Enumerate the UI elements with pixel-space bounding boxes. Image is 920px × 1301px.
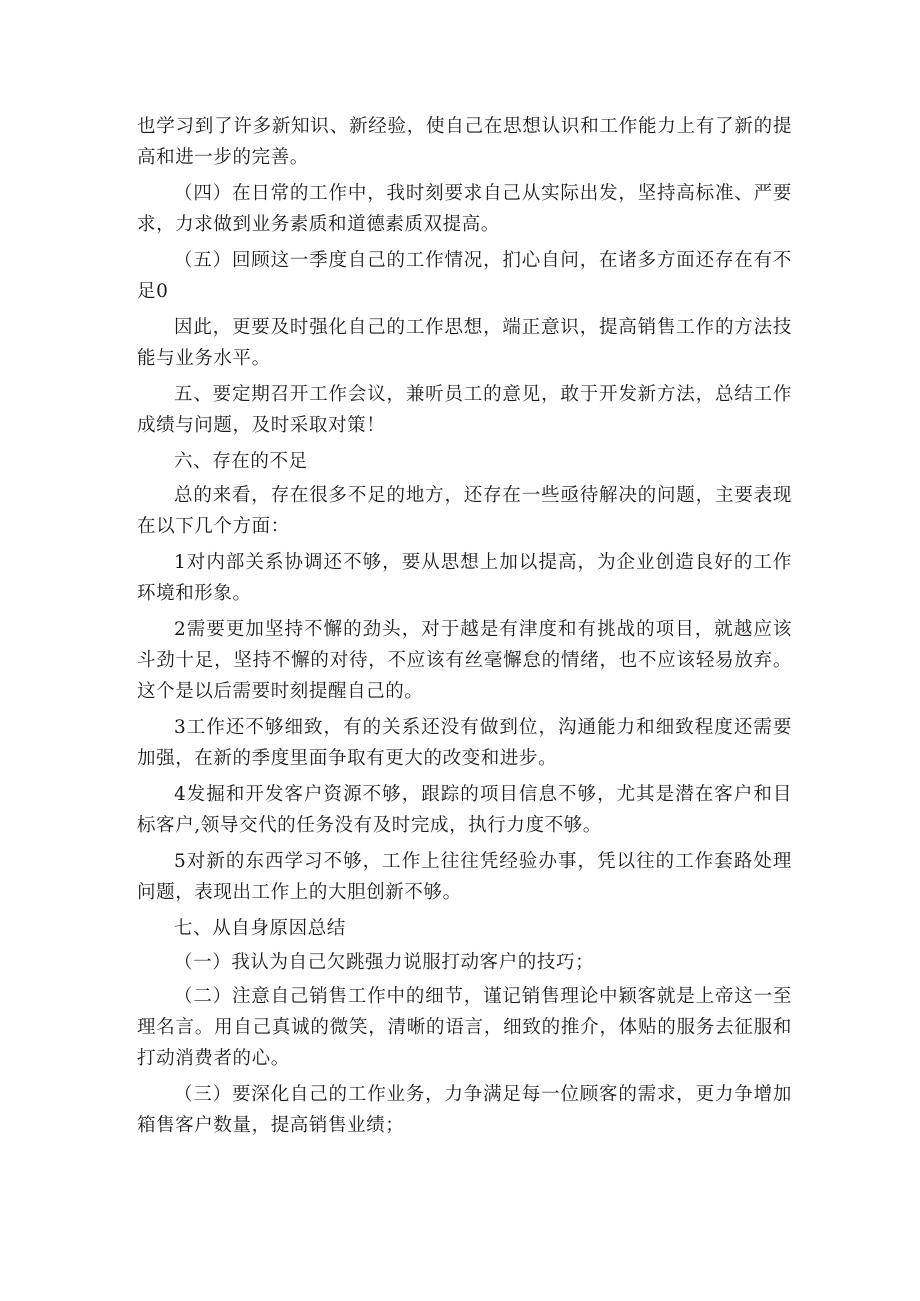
paragraph-continuation: 也学习到了许多新知识、新经验，使自己在思想认识和工作能力上有了新的提高和进一步的完善。 [137,116,792,168]
list-item-2: 2需要更加坚持不懈的劲头，对于越是有津度和有挑战的项目，就越应该斗劲十足，坚持不懈的对待，不应该有丝毫懈怠的情绪，也不应该轻易放弃。这个是以后需要时刻提醒自己的。 [137,619,792,702]
list-item-3: 3工作还不够细致，有的关系还没有做到位，沟通能力和细致程度还需要加强，在新的季度里面争取有更大的改变和进步。 [137,717,792,769]
paragraph-therefore: 因此，更要及时强化自己的工作思想，端正意识，提高销售工作的方法技能与业务水平。 [137,317,792,369]
section-heading-7: 七、从自身原因总结 [174,918,346,939]
paragraph-item-5: （五）回顾这一季度自己的工作情况，扪心自问，在诸多方面还存在有不足0 [137,250,792,302]
paragraph-section-5: 五、要定期召开工作会议，兼听员工的意见，敢于开发新方法，总结工作成绩与问题，及时采取对策！ [137,384,792,436]
paragraph-sub-1: （一）我认为自己欠跳强力说服打动客户的技巧； [174,952,595,973]
paragraph-overview: 总的来看，存在很多不足的地方，还存在一些亟待解决的问题，主要表现在以下几个方面： [137,485,792,537]
list-item-5: 5对新的东西学习不够，工作上往往凭经验办事，凭以往的工作套路处理问题，表现出工作上的大胆创新不够。 [137,851,792,903]
paragraph-sub-2: （二）注意自己销售工作中的细节，谨记销售理论中颖客就是上帝这一至理名言。用自己真诚的微笑，清晰的语言，细致的推介，体贴的服务去征服和打动消费者的心。 [137,986,792,1069]
section-heading-6: 六、存在的不足 [174,451,308,472]
paragraph-sub-3: （三）要深化自己的工作业务，力争满足每一位顾客的需求，更力争增加箱售客户数量，提高销售业绩； [137,1084,792,1136]
paragraph-item-4: （四）在日常的工作中，我时刻要求自己从实际出发，坚持高标准、严要求，力求做到业务素质和道德素质双提高。 [137,183,792,235]
list-item-1: 1对内部关系协调还不够，要从思想上加以提高，为企业创造良好的工作环境和形象。 [137,552,792,604]
document-body [137,111,792,1146]
list-item-4: 4发掘和开发客户资源不够，跟踪的项目信息不够，尤其是潜在客户和目标客户,领导交代的任务没有及时完成，执行力度不够。 [137,784,792,836]
